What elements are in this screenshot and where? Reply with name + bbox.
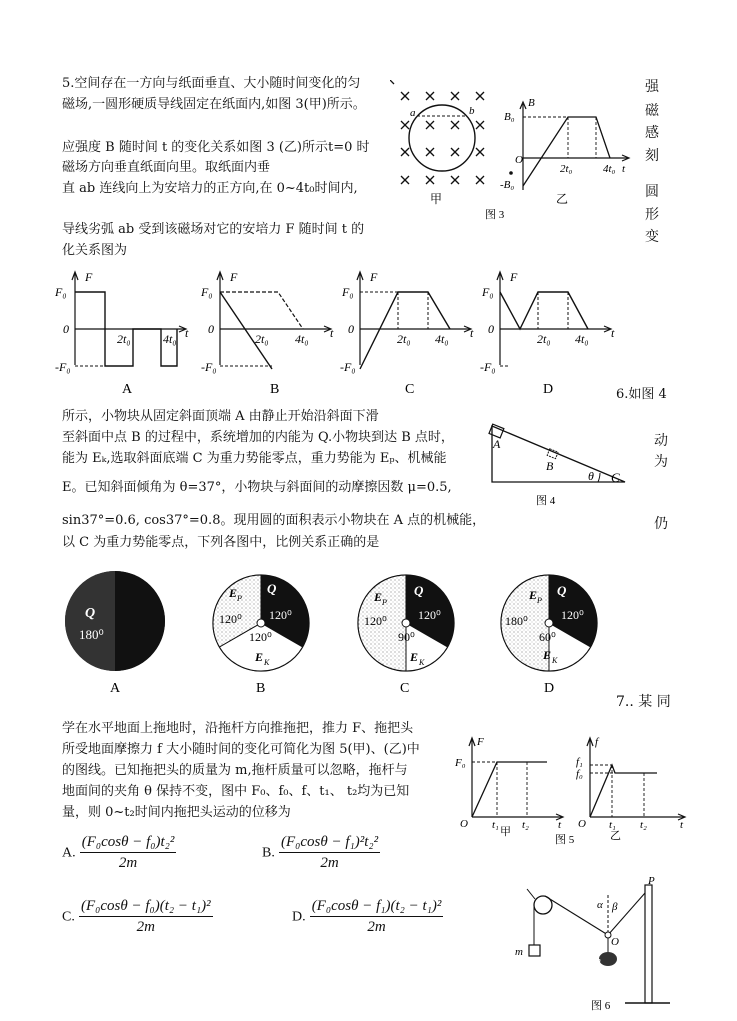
option-C: C — [405, 382, 415, 395]
side-char: 为 — [654, 454, 668, 470]
svg-text:f₁: f₁ — [576, 756, 583, 768]
tick-4t0: 4t₀ — [435, 332, 449, 346]
tick-2t0: 2t₀ — [255, 332, 269, 346]
axis-t: t — [622, 163, 626, 175]
svg-text:α: α — [597, 899, 603, 911]
svg-text:m: m — [593, 955, 601, 967]
q5-line-1: 5.空间存在一方向与纸面垂直、大小随时间变化的匀 — [62, 76, 361, 91]
svg-text:P: P — [648, 875, 655, 887]
svg-text:甲: 甲 — [500, 826, 511, 838]
svg-text:O: O — [611, 936, 619, 948]
svg-text:K: K — [552, 656, 558, 665]
side-char: 强 — [645, 79, 659, 95]
q6-line-2: 至斜面中点 B 的过程中，系统增加的内能为 Q.小物块到达 B 点时， — [62, 430, 454, 445]
pie-label-Ep: E — [529, 588, 538, 602]
pie-angle: 120⁰ — [269, 608, 292, 622]
label-negF0: -F₀ — [480, 360, 496, 374]
pie-option-C: C — [400, 681, 410, 696]
label-yi: 乙 — [556, 192, 569, 206]
hanging-mass-right — [599, 952, 617, 966]
pie-label-Ep: E — [229, 586, 238, 600]
tick-4t0: 4t₀ — [163, 332, 177, 346]
point-A: A — [493, 437, 501, 451]
svg-text:t: t — [558, 819, 562, 831]
hanging-mass-left — [529, 945, 540, 956]
q6-line-4: E。已知斜面倾角为 θ=37°，小物块与斜面间的动摩擦因数 μ=0.5, — [62, 480, 452, 495]
side-char: 仍 — [654, 516, 668, 532]
point-B: B — [546, 459, 554, 473]
side-char: 动 — [654, 433, 668, 449]
pie-option-A: A — [110, 681, 121, 696]
pie-label-Ek: E — [410, 650, 419, 664]
axis-F: F — [370, 270, 378, 284]
option-A: A — [122, 382, 133, 395]
figure-4 — [480, 418, 640, 513]
svg-text:P: P — [382, 598, 387, 607]
svg-text:P: P — [537, 596, 542, 605]
svg-text:t₁: t₁ — [492, 819, 499, 831]
svg-text:β: β — [612, 901, 618, 913]
svg-text:O: O — [578, 818, 586, 830]
label-B0: B₀ — [504, 111, 515, 123]
pie-angle: 120⁰ — [418, 608, 441, 622]
q7-option-C: C. $\frac{\text{(F₀cosθ − f₀)(t₂ − t₁)²}}{2m}$ — [62, 898, 211, 935]
label-F0: F₀ — [342, 285, 354, 299]
label-F0: F₀ — [482, 285, 494, 299]
svg-text:K: K — [264, 658, 270, 667]
axis-B: B — [528, 97, 535, 109]
pie-label-Q: Q — [267, 581, 277, 596]
svg-text:t₂: t₂ — [522, 819, 529, 831]
q7-line-4: 地面间的夹角 θ 保持不变，图中 F₀、f₀、f、t₁、 t₂均为已知 — [62, 784, 410, 799]
point-b: b — [469, 105, 475, 117]
label-F0: F₀ — [55, 285, 67, 299]
tick-2t0: 2t₀ — [397, 332, 411, 346]
q5-line-7: 化关系图为 — [62, 243, 128, 258]
pie-angle: 120⁰ — [561, 608, 584, 622]
axis-F: F — [85, 270, 93, 284]
label-zero: 0 — [63, 322, 69, 336]
q6-start: 6.如图 4 — [616, 387, 667, 402]
pie-option-D: D — [544, 681, 555, 696]
q6-line-5: sin37°=0.6, cos37°=0.8。现用圆的面积表示小物块在 A 点的机械能， — [62, 513, 486, 528]
svg-text:K: K — [419, 658, 425, 667]
side-char: 感 — [645, 125, 659, 141]
fig6-caption: 图 6 — [591, 1000, 611, 1012]
figure-5 — [452, 735, 692, 850]
pie-label-Q: Q — [557, 583, 567, 598]
svg-text:P: P — [237, 594, 242, 603]
pie-label-Q: Q — [414, 583, 424, 598]
q7-line-5: 量，则 0~t₂时间内拖把头运动的位移为 — [62, 805, 291, 820]
q7-option-A: A. $\frac{\text{(F₀cosθ − f₀)t₂²}}{2m}$ — [62, 834, 175, 871]
q5-option-graphs — [55, 265, 705, 395]
tick-2t0: 2t₀ — [537, 332, 551, 346]
axis-t: t — [470, 326, 474, 340]
pie-angle: 90⁰ — [398, 630, 415, 644]
q5-line-4: 磁场方向垂直纸面向里。取纸面内垂 — [62, 160, 271, 175]
pie-label-Ek: E — [543, 648, 552, 662]
q5-line-6: 导线劣弧 ab 受到该磁场对它的安培力 F 随时间 t 的 — [62, 222, 365, 237]
svg-text:t: t — [680, 819, 684, 831]
label-zero: 0 — [488, 322, 494, 336]
side-char: 磁 — [645, 103, 659, 119]
axis-t: t — [611, 326, 615, 340]
pie-angle: 180⁰ — [505, 614, 528, 628]
label-zero: 0 — [208, 322, 214, 336]
side-char: 刻 — [645, 148, 659, 164]
pie-angle: 180⁰ — [79, 627, 104, 642]
svg-text:m: m — [515, 946, 523, 958]
fig4-caption: 图 4 — [536, 495, 556, 507]
option-D: D — [543, 382, 554, 395]
pie-D — [501, 575, 597, 671]
point-a: a — [410, 107, 416, 119]
label-origin: O — [515, 154, 523, 166]
tick-2t0: 2t₀ — [117, 332, 131, 346]
graph-A — [72, 272, 186, 366]
magnetic-field-crosses — [390, 80, 484, 184]
fig5-caption: 图 5 — [555, 834, 575, 846]
wire-loop — [409, 105, 475, 171]
q5-line-2: 磁场,一圆形硬质导线固定在纸面内,如图 3(甲)所示。 — [62, 97, 366, 112]
tick-2t0: 2t₀ — [560, 163, 573, 175]
graph-C — [357, 272, 471, 369]
option-B: B — [270, 382, 280, 395]
axis-F: F — [510, 270, 518, 284]
q6-line-1: 所示，小物块从固定斜面顶端 A 由静止开始沿斜面下滑 — [62, 409, 379, 424]
svg-text:f: f — [595, 736, 599, 748]
q7-start: 7.. 某 同 — [616, 694, 671, 710]
q6-line-3: 能为 Eₖ,选取斜面底端 C 为重力势能零点，重力势能为 Eₚ、机械能 — [62, 451, 447, 466]
energy-pies — [60, 568, 620, 698]
pie-label-Q: Q — [85, 606, 96, 621]
svg-text:F: F — [477, 736, 484, 748]
tick-4t0: 4t₀ — [603, 163, 616, 175]
point-C: C — [611, 470, 620, 485]
axis-t: t — [330, 326, 334, 340]
q5-line-5: 直 ab 连线向上为安培力的正方向,在 0~4t₀时间内, — [62, 181, 358, 196]
label-negF0: -F₀ — [201, 360, 217, 374]
label-negF0: -F₀ — [340, 360, 356, 374]
fig3-caption: 图 3 — [485, 209, 505, 220]
label-zero: 0 — [348, 322, 354, 336]
b-t-graph — [520, 102, 629, 190]
pie-angle: 60⁰ — [539, 630, 556, 644]
pie-label-Ek: E — [255, 650, 264, 664]
side-char: 圆 — [645, 184, 659, 200]
q7-option-D: D. $\frac{\text{(F₀cosθ − f₁)(t₂ − t₁)²}}{2m}$ — [292, 898, 442, 935]
side-char: 变 — [645, 229, 659, 245]
q7-line-3: 的图线。已知拖把头的质量为 m,拖杆质量可以忽略，拖杆与 — [62, 763, 408, 778]
q7-line-1: 学在水平地面上拖地时，沿拖杆方向推拖把，推力 F、拖把头 — [62, 721, 414, 736]
svg-text:f₀: f₀ — [576, 768, 583, 780]
side-char: 形 — [645, 207, 659, 223]
q6-line-6: 以 C 为重力势能零点，下列各图中，比例关系正确的是 — [62, 535, 380, 550]
tick-4t0: 4t₀ — [295, 332, 309, 346]
graph-B — [217, 272, 331, 369]
theta: θ — [588, 469, 594, 483]
pole — [645, 885, 652, 1003]
pie-C — [358, 575, 454, 671]
pie-B — [213, 575, 309, 671]
svg-text:t₂: t₂ — [640, 819, 647, 831]
graph-F-t — [469, 738, 563, 820]
label-negB0: -B₀ — [500, 179, 515, 191]
tick-4t0: 4t₀ — [575, 332, 589, 346]
figure-3 — [390, 80, 640, 220]
q7-option-B: B. $\frac{\text{(F₀cosθ − f₁)²t₂²}}{2m}$ — [262, 834, 379, 871]
pie-angle: 120⁰ — [249, 630, 272, 644]
label-F0: F₀ — [201, 285, 213, 299]
figure-6 — [505, 875, 675, 1015]
pie-option-B: B — [256, 681, 266, 696]
pie-label-Ep: E — [374, 590, 383, 604]
q5-line-3: 应强度 B 随时间 t 的变化关系如图 3 (乙)所示t=0 时 — [62, 140, 370, 155]
pie-angle: 120⁰ — [364, 614, 387, 628]
svg-text:乙: 乙 — [610, 830, 621, 842]
axis-t: t — [185, 326, 189, 340]
svg-text:t₁: t₁ — [609, 819, 616, 831]
label-negF0: -F₀ — [55, 360, 71, 374]
graph-D — [497, 272, 611, 366]
svg-text:O: O — [460, 818, 468, 830]
axis-F: F — [230, 270, 238, 284]
graph-f-t — [587, 738, 685, 820]
pie-A — [65, 571, 165, 671]
pie-angle: 120⁰ — [219, 612, 242, 626]
svg-text:F₀: F₀ — [455, 757, 466, 769]
label-jia: 甲 — [430, 192, 443, 206]
q7-line-2: 所受地面摩擦力 f 大小随时间的变化可简化为图 5(甲)、(乙)中 — [62, 742, 420, 757]
